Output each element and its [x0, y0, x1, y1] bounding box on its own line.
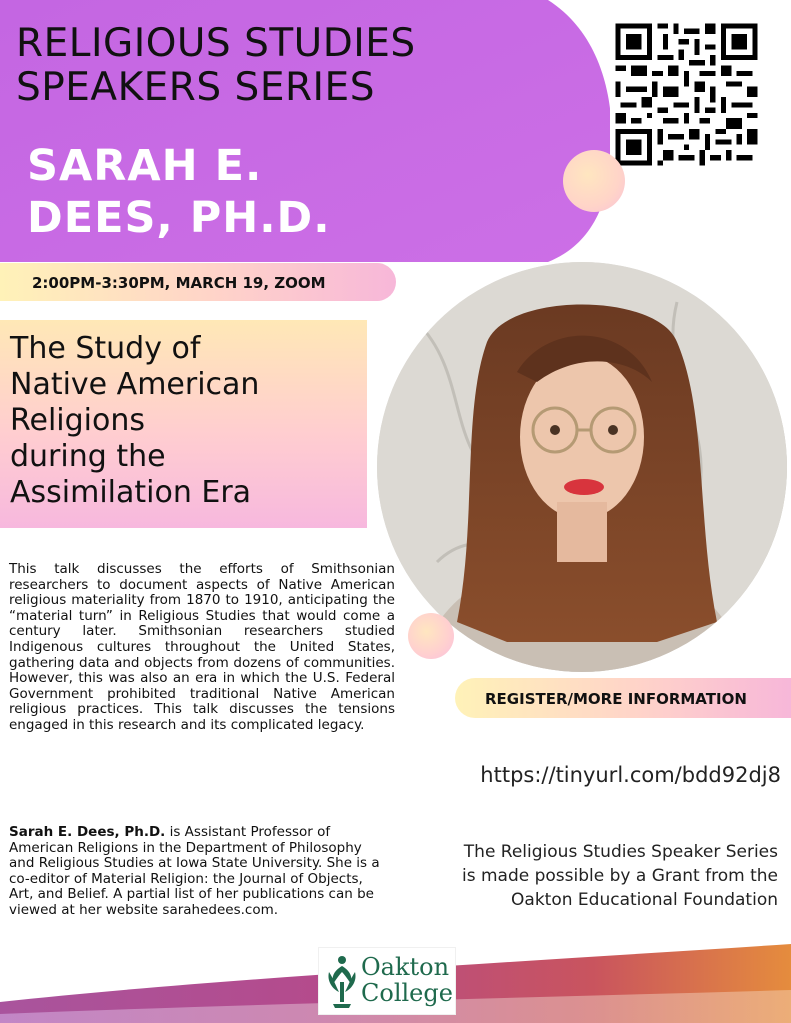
grant-line3: Oakton Educational Foundation — [511, 890, 778, 910]
talk-title — [10, 331, 360, 511]
oakton-leaf-icon — [325, 954, 359, 1008]
talk-title-line2: Native American — [10, 367, 260, 402]
qr-code-icon[interactable] — [610, 18, 763, 171]
logo-word-oakton: Oakton — [361, 953, 450, 981]
logo-word-college: College — [361, 979, 453, 1007]
series-title-line1: RELIGIOUS STUDIES — [16, 21, 416, 66]
talk-abstract: This talk discusses the efforts of Smithsonian researchers to document aspects of Native American religious materiality from 1870 to 1910, anticipating the “material turn” in Religious Studies that would come a century later. Smithsonian researchers studied Indigenous cultures throughout the United States, gathering data and objects from dozens of communities. However, this was also an era in which the U.S. Federal Government prohibited traditional Native American religious practices. This talk discusses the tensions engaged in this research and its complicated legacy. — [9, 561, 395, 733]
oakton-college-logo — [319, 948, 455, 1014]
event-time-place: 2:00PM-3:30PM, MARCH 19, ZOOM — [32, 274, 326, 292]
speaker-name-line2: DEES, PH.D. — [27, 193, 331, 243]
decorative-circle-top — [563, 150, 625, 212]
bio-text: is Assistant Professor of American Religions in the Department of Philosophy and Religious Studies at Iowa State University. She is a co-editor of Material Religion: the Journal of Objects, Art, and Belief. A partial list of her publications can be viewed at her website sarahedees.com. — [9, 824, 380, 918]
grant-acknowledgement — [402, 840, 778, 912]
talk-title-line1: The Study of — [10, 331, 201, 366]
talk-title-line5: Assimilation Era — [10, 475, 252, 510]
talk-title-line3: Religions — [10, 403, 145, 438]
speaker-photo — [377, 262, 787, 672]
bio-speaker-name: Sarah E. Dees, Ph.D. — [9, 824, 166, 840]
speaker-name-line1: SARAH E. — [27, 141, 263, 191]
grant-line1: The Religious Studies Speaker Series — [463, 842, 778, 862]
talk-title-line4: during the — [10, 439, 166, 474]
series-title-line2: SPEAKERS SERIES — [16, 65, 375, 110]
decorative-circle-middle — [408, 613, 454, 659]
series-title — [16, 22, 576, 110]
speaker-bio — [9, 825, 391, 919]
register-url-link[interactable]: https://tinyurl.com/bdd92dj8 — [480, 763, 781, 787]
grant-line2: is made possible by a Grant from the — [462, 866, 778, 886]
speaker-name — [27, 140, 547, 244]
register-label[interactable]: REGISTER/MORE INFORMATION — [485, 690, 747, 708]
